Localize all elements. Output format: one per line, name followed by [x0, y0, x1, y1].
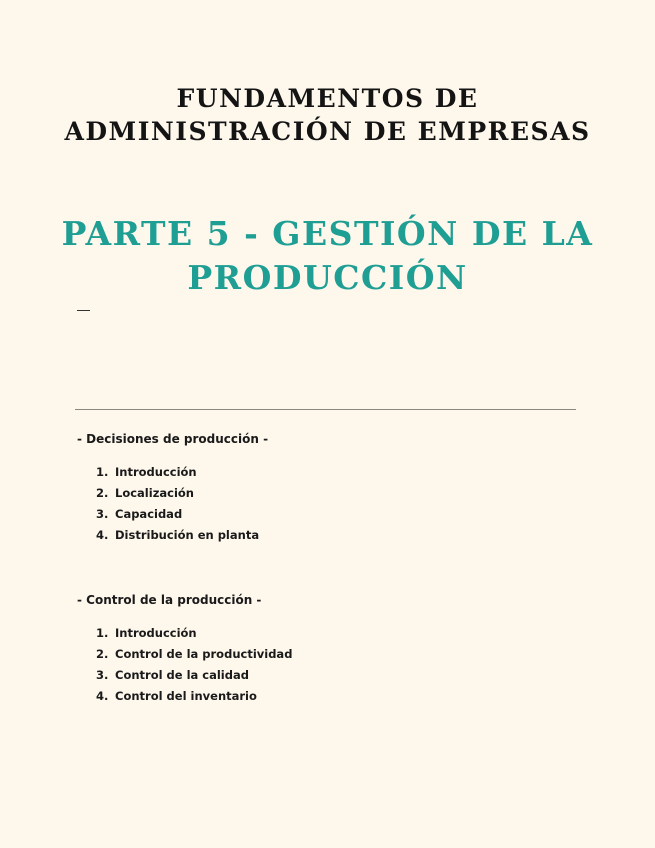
item-label: Distribución en planta: [115, 528, 260, 542]
item-label: Control de la productividad: [115, 647, 293, 661]
item-label: Introducción: [115, 626, 197, 640]
list-item: [77, 462, 268, 483]
part-title: [40, 212, 615, 300]
list-item: [77, 686, 292, 707]
topic-list: [77, 623, 292, 707]
section-heading: - Control de la producción -: [77, 593, 262, 607]
section-heading: - Decisiones de producción -: [77, 432, 269, 446]
list-item: [77, 644, 292, 665]
section-decisiones: [77, 431, 268, 546]
item-label: Control del inventario: [115, 689, 257, 703]
section-divider: [75, 409, 576, 410]
item-number: 4.: [96, 528, 109, 542]
item-label: Capacidad: [115, 507, 183, 521]
item-number: 2.: [96, 486, 109, 500]
course-title-line-2: ADMINISTRACIÓN DE EMPRESAS: [64, 117, 591, 146]
section-control: [77, 592, 292, 707]
item-label: Introducción: [115, 465, 197, 479]
item-number: 3.: [96, 668, 109, 682]
topic-list: [77, 462, 268, 546]
item-label: Localización: [115, 486, 194, 500]
course-title: [40, 82, 615, 148]
item-number: 2.: [96, 647, 109, 661]
list-item: [77, 525, 268, 546]
part-title-line-2: PRODUCCIÓN: [187, 258, 468, 297]
item-number: 4.: [96, 689, 109, 703]
item-number: 3.: [96, 507, 109, 521]
course-title-line-1: FUNDAMENTOS DE: [176, 84, 479, 113]
item-number: 1.: [96, 626, 109, 640]
list-item: [77, 504, 268, 525]
list-item: [77, 483, 268, 504]
short-rule: [77, 310, 90, 311]
item-label: Control de la calidad: [115, 668, 249, 682]
item-number: 1.: [96, 465, 109, 479]
list-item: [77, 623, 292, 644]
part-title-line-1: PARTE 5 - GESTIÓN DE LA: [61, 214, 594, 253]
list-item: [77, 665, 292, 686]
